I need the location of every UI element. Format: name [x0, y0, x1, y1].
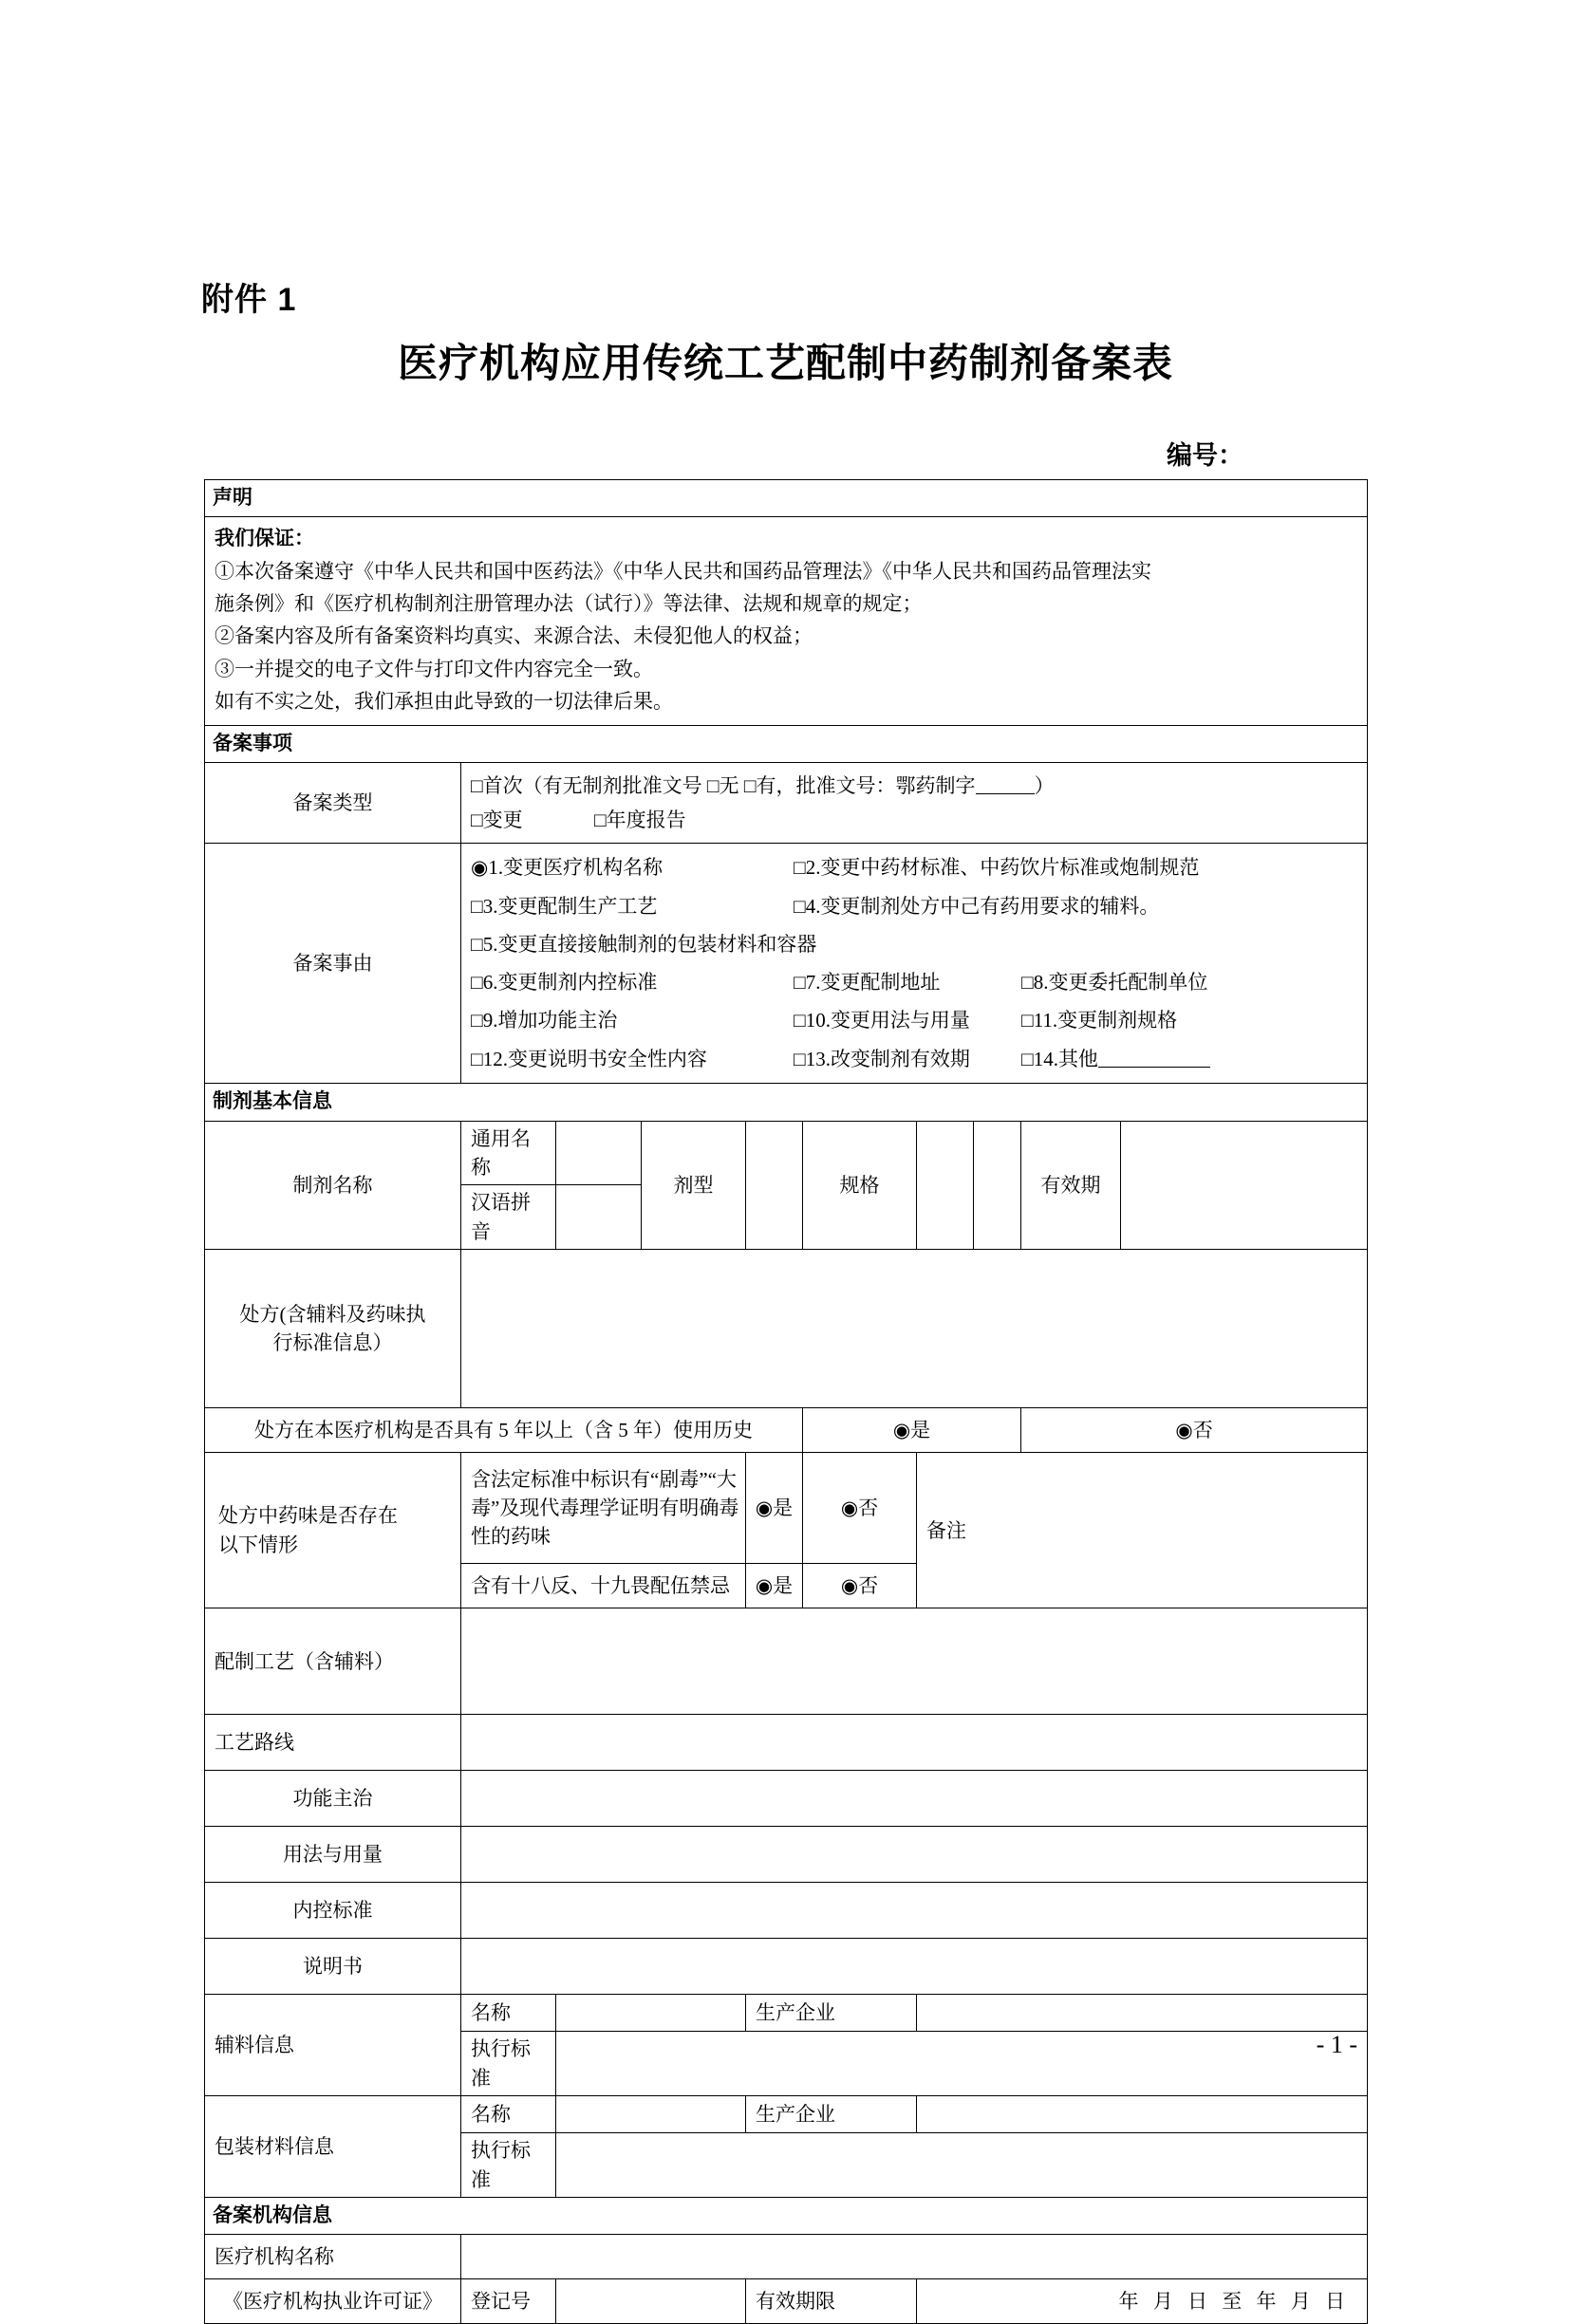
table-row-toxic-item-1	[205, 1453, 1368, 1564]
specification-value[interactable]	[917, 1121, 974, 1250]
institution-name-value[interactable]	[461, 2235, 1368, 2279]
toxic-item-1-line-2: 毒”及现代毒理学证明有明确毒	[471, 1497, 739, 1520]
preparation-name-label: 制剂名称	[205, 1121, 461, 1250]
radio-filled-icon: ◉	[892, 1419, 911, 1442]
toxic-item-1-line-1: 含法定标准中标识有“剧毒”“大	[471, 1467, 737, 1491]
reason-line-2	[471, 887, 1357, 925]
section-header-filing-matters: 备案事项	[205, 725, 1368, 762]
reason-option-9[interactable]	[471, 1001, 794, 1039]
packaging-name-label: 名称	[461, 2096, 556, 2133]
toxic-item-1-yes-label: 是	[773, 1497, 794, 1520]
table-row-excipient-name	[205, 1995, 1368, 2032]
reason-option-4-label: 4.变更制剂处方中己有药用要求的辅料。	[805, 894, 1160, 918]
reason-option-9-label: 9.增加功能主治	[482, 1009, 618, 1032]
table-row-institution-name	[205, 2235, 1368, 2279]
reason-option-3[interactable]	[471, 887, 794, 925]
table-row-function	[205, 1771, 1368, 1827]
table-row-route	[205, 1715, 1368, 1771]
filing-type-first-tail: ）	[1034, 773, 1055, 797]
reason-option-12-label: 12.变更说明书安全性内容	[482, 1047, 707, 1070]
table-row-usage	[205, 1827, 1368, 1883]
reason-option-3-label: 3.变更配制生产工艺	[482, 894, 658, 918]
radio-filled-icon: ◉	[755, 1574, 774, 1598]
history-yes-option[interactable]	[803, 1408, 1021, 1453]
excipient-standard-label: 执行标准	[461, 2032, 556, 2096]
specification-extra-cell[interactable]	[974, 1121, 1021, 1250]
checkbox-empty-icon: □	[471, 894, 483, 918]
dosage-form-label: 剂型	[642, 1121, 746, 1250]
history-yes-label: 是	[910, 1419, 931, 1442]
toxic-item-2-label: 含有十八反、十九畏配伍禁忌	[461, 1564, 746, 1608]
reason-option-10-label: 10.变更用法与用量	[805, 1009, 970, 1032]
filing-type-first-option[interactable]	[471, 769, 1357, 803]
excipient-label: 辅料信息	[205, 1995, 461, 2096]
instructions-value[interactable]	[461, 1939, 1368, 1995]
toxic-item-1-label	[461, 1453, 746, 1564]
valid-period-value[interactable]: 年 月 日 至 年 月 日	[917, 2279, 1368, 2324]
checkbox-empty-icon: □	[471, 1047, 483, 1070]
filing-type-change-option[interactable]: □变更	[471, 809, 523, 832]
table-row-filing-type	[205, 762, 1368, 843]
table-row-declaration-body	[205, 517, 1368, 725]
declaration-line-1: ①本次备案遵守《中华人民共和国中医药法》《中华人民共和国药品管理法》《中华人民共和国药品管理法实	[215, 560, 1151, 584]
checkbox-empty-icon: □	[1021, 1047, 1034, 1070]
page-title: 医疗机构应用传统工艺配制中药制剂备案表	[397, 341, 1173, 385]
table-row-generic-name	[205, 1121, 1368, 1185]
route-label: 工艺路线	[205, 1715, 461, 1771]
table-row-declaration-head	[205, 480, 1368, 517]
reason-line-1	[471, 848, 1357, 886]
table-row-filing-matters-head	[205, 725, 1368, 762]
internal-standard-label: 内控标准	[205, 1883, 461, 1939]
function-label: 功能主治	[205, 1771, 461, 1827]
filing-type-first-text: □首次（有无制剂批准文号 □无 □有，批准文号：鄂药制字	[471, 773, 976, 797]
filing-type-second-row	[471, 803, 1357, 837]
toxic-section-label-line-2: 以下情形	[218, 1533, 298, 1556]
process-label: 配制工艺（含辅料）	[205, 1608, 461, 1715]
checkbox-empty-icon: □	[471, 1009, 483, 1032]
declaration-line-3: ②备案内容及所有备案资料均真实、来源合法、未侵犯他人的权益；	[215, 624, 813, 648]
registration-number-value[interactable]	[556, 2279, 746, 2324]
filing-reason-label: 备案事由	[205, 844, 461, 1084]
declaration-intro: 我们保证：	[215, 528, 314, 550]
registration-number-label: 登记号	[461, 2279, 556, 2324]
reason-option-6-label: 6.变更制剂内控标准	[482, 971, 658, 995]
section-header-institution-info: 备案机构信息	[205, 2198, 1368, 2235]
route-value[interactable]	[461, 1715, 1368, 1771]
section-header-declaration: 声明	[205, 480, 1368, 517]
packaging-name-value[interactable]	[556, 2096, 746, 2133]
table-row-filing-reason	[205, 844, 1368, 1084]
checkbox-empty-icon: □	[1021, 971, 1034, 995]
reason-option-13[interactable]	[794, 1040, 1021, 1078]
attachment-number: 附件 1	[201, 282, 297, 318]
valid-period-label: 有效期限	[746, 2279, 917, 2324]
license-label: 《医疗机构执业许可证》	[205, 2279, 461, 2324]
instructions-label: 说明书	[205, 1939, 461, 1995]
checkbox-empty-icon: □	[794, 894, 806, 918]
reason-option-14[interactable]	[1021, 1040, 1210, 1078]
reason-option-11[interactable]	[1021, 1001, 1177, 1039]
history-no-label: 否	[1192, 1419, 1213, 1442]
checkbox-empty-icon: □	[794, 1009, 806, 1032]
toxic-item-1-yes-option[interactable]	[746, 1453, 803, 1564]
approval-number-blank[interactable]	[976, 773, 1035, 794]
toxic-item-2-yes-option[interactable]	[746, 1564, 803, 1608]
reason-option-11-label: 11.变更制剂规格	[1033, 1009, 1178, 1032]
excipient-manufacturer-label: 生产企业	[746, 1995, 917, 2032]
toxic-section-label-line-1: 处方中药味是否存在	[218, 1504, 398, 1528]
checkbox-empty-icon: □	[471, 932, 483, 956]
dosage-form-value[interactable]	[746, 1121, 803, 1250]
prescription-label	[205, 1250, 461, 1408]
checkbox-empty-icon: □	[794, 1047, 806, 1070]
toxic-section-label	[205, 1453, 461, 1608]
packaging-standard-label: 执行标准	[461, 2133, 556, 2198]
reason-option-7-label: 7.变更配制地址	[805, 971, 941, 995]
history-question-label: 处方在本医疗机构是否具有 5 年以上（含 5 年）使用历史	[205, 1408, 803, 1453]
reason-option-8[interactable]	[1021, 963, 1207, 1001]
filing-reason-options	[461, 844, 1368, 1084]
toxic-item-1-no-option[interactable]	[803, 1453, 917, 1564]
checkbox-empty-icon: □	[471, 971, 483, 995]
filing-type-label: 备案类型	[205, 762, 461, 843]
reason-other-blank[interactable]	[1098, 1047, 1210, 1068]
reason-option-1-label: 1.变更医疗机构名称	[488, 856, 664, 880]
reason-option-4[interactable]	[794, 887, 1159, 925]
declaration-line-5: 如有不实之处，我们承担由此导致的一切法律后果。	[215, 689, 673, 713]
reason-option-13-label: 13.改变制剂有效期	[805, 1047, 970, 1070]
packaging-standard-value[interactable]	[556, 2133, 1368, 2198]
prescription-label-line-2: 行标准信息）	[272, 1331, 393, 1355]
reason-option-5[interactable]	[471, 925, 816, 963]
packaging-manufacturer-value[interactable]	[917, 2096, 1368, 2133]
checkbox-empty-icon: □	[1021, 1009, 1034, 1032]
prescription-label-line-1: 处方(含辅料及药味执	[239, 1302, 426, 1326]
radio-filled-icon: ◉	[840, 1497, 859, 1520]
table-row-instructions	[205, 1939, 1368, 1995]
serial-number-label: 编号：	[1167, 441, 1243, 470]
declaration-line-2: 施条例》和《医疗机构制剂注册管理办法（试行）》等法律、法规和规章的规定；	[215, 592, 923, 616]
page-number: - 1 -	[1316, 2031, 1357, 2058]
radio-filled-icon: ◉	[840, 1574, 859, 1598]
radio-filled-icon: ◉	[755, 1497, 774, 1520]
function-value[interactable]	[461, 1771, 1368, 1827]
excipient-name-value[interactable]	[556, 1995, 746, 2032]
table-row-preparation-head	[205, 1084, 1368, 1121]
table-row-institution-head	[205, 2198, 1368, 2235]
usage-value[interactable]	[461, 1827, 1368, 1883]
toxic-item-2-no-option[interactable]	[803, 1564, 917, 1608]
reason-option-7[interactable]	[794, 963, 1021, 1001]
packaging-label: 包装材料信息	[205, 2096, 461, 2198]
toxic-item-2-yes-label: 是	[773, 1574, 794, 1598]
prescription-value[interactable]	[461, 1250, 1368, 1408]
remark-label: 备注	[926, 1518, 966, 1542]
reason-option-5-label: 5.变更直接接触制剂的包装材料和容器	[482, 932, 817, 956]
generic-name-label: 通用名称	[461, 1121, 556, 1185]
declaration-line-4: ③一并提交的电子文件与打印文件内容完全一致。	[215, 657, 653, 680]
pinyin-name-value[interactable]	[556, 1185, 642, 1250]
filing-type-annual-report-option[interactable]: □年度报告	[594, 809, 686, 832]
table-row-license	[205, 2279, 1368, 2324]
institution-name-label: 医疗机构名称	[205, 2235, 461, 2279]
generic-name-value[interactable]	[556, 1121, 642, 1185]
reason-option-10[interactable]	[794, 1001, 1021, 1039]
internal-standard-value[interactable]	[461, 1883, 1368, 1939]
excipient-manufacturer-value[interactable]	[917, 1995, 1368, 2032]
reason-option-14-label: 14.其他	[1033, 1047, 1098, 1070]
reason-line-4	[471, 963, 1357, 1001]
validity-value[interactable]	[1121, 1121, 1368, 1250]
radio-filled-icon: ◉	[471, 856, 489, 880]
table-row-prescription	[205, 1250, 1368, 1408]
reason-option-6[interactable]	[471, 963, 794, 1001]
table-row-process	[205, 1608, 1368, 1715]
reason-option-12[interactable]	[471, 1040, 794, 1078]
reason-option-2[interactable]	[794, 848, 1199, 886]
toxic-item-1-no-label: 否	[858, 1497, 879, 1520]
radio-filled-icon: ◉	[1175, 1419, 1193, 1442]
process-value[interactable]	[461, 1608, 1368, 1715]
history-no-option[interactable]	[1021, 1408, 1368, 1453]
packaging-manufacturer-label: 生产企业	[746, 2096, 917, 2133]
checkbox-empty-icon: □	[794, 856, 806, 880]
reason-option-8-label: 8.变更委托配制单位	[1033, 971, 1208, 995]
excipient-name-label: 名称	[461, 1995, 556, 2032]
section-header-preparation-info: 制剂基本信息	[205, 1084, 1368, 1121]
table-row-packaging-name	[205, 2096, 1368, 2133]
reason-option-2-label: 2.变更中药材标准、中药饮片标准或炮制规范	[805, 856, 1200, 880]
table-row-usage-history	[205, 1408, 1368, 1453]
specification-label: 规格	[803, 1121, 917, 1250]
validity-label: 有效期	[1021, 1121, 1121, 1250]
reason-line-3	[471, 925, 1357, 963]
toxic-item-2-no-label: 否	[858, 1574, 879, 1598]
pinyin-name-label: 汉语拼音	[461, 1185, 556, 1250]
filing-type-options	[461, 762, 1368, 843]
declaration-body	[205, 517, 1368, 725]
reason-option-1[interactable]	[471, 848, 794, 886]
table-row-internal-standard	[205, 1883, 1368, 1939]
remark-cell[interactable]	[917, 1453, 1368, 1608]
usage-label: 用法与用量	[205, 1827, 461, 1883]
toxic-item-1-line-3: 性的药味	[471, 1525, 551, 1549]
reason-line-6	[471, 1040, 1357, 1078]
reason-line-5	[471, 1001, 1357, 1039]
checkbox-empty-icon: □	[794, 971, 806, 995]
